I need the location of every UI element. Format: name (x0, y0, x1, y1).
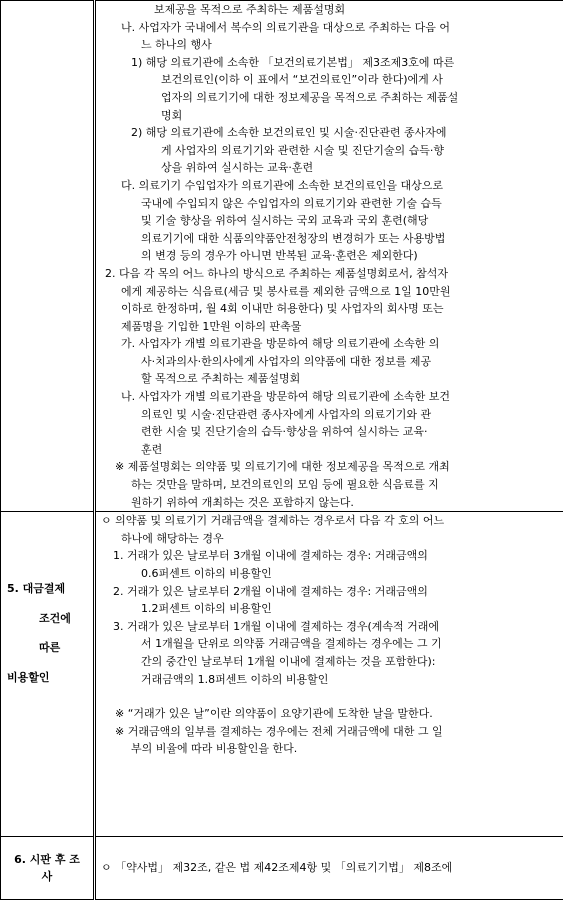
text-line: 2) 해당 의료기관에 소속한 보건의료인 및 시술·진단관련 종사자에 (99, 124, 563, 142)
text-line: 업자의 의료기기에 대한 정보제공을 목적으로 주최하는 제품설 (99, 89, 563, 107)
text-line: 보건의료인(이하 이 표에서 “보건의료인”이라 한다)에게 사 (99, 71, 563, 89)
text-line: 할 목적으로 주최하는 제품설명회 (99, 370, 563, 388)
row-label-line: 5. 대금결제 (7, 580, 93, 598)
row-label-line: 비용할인 (7, 669, 93, 687)
text-line: 하는 것만을 말하며, 보건의료인의 모임 등에 필요한 식음료를 지 (99, 476, 563, 494)
text-line: 1. 거래가 있은 날로부터 3개월 이내에 결제하는 경우: 거래금액의 (99, 547, 563, 565)
row-label-line: 조건에 (7, 610, 93, 628)
text-line: 부의 비율에 따라 비용할인을 한다. (99, 740, 563, 758)
row-label-line: 따른 (7, 639, 93, 657)
text-line: 명회 (99, 107, 563, 125)
text-line: 2. 거래가 있은 날로부터 2개월 이내에 결제하는 경우: 거래금액의 (99, 583, 563, 601)
text-line (99, 688, 563, 705)
table-row (1, 837, 563, 900)
text-line: ㅇ 「약사법」 제32조, 같은 법 제42조제4항 및 「의료기기법」 제8조에 (99, 859, 563, 877)
table-row (1, 512, 563, 837)
text-line: 이하로 한정하며, 월 4회 이내만 허용한다) 및 사업자의 회사명 또는 (99, 300, 563, 318)
text-line: 느 하나의 행사 (99, 36, 563, 54)
table-row (1, 1, 563, 512)
text-line: 1.2퍼센트 이하의 비용할인 (99, 600, 563, 618)
row-content-cell (95, 512, 563, 837)
row-label-cell (1, 512, 95, 837)
text-line: ※ 거래금액의 일부를 결제하는 경우에는 전체 거래금액에 대한 그 일 (99, 723, 563, 741)
text-line: 에게 제공하는 식음료(세금 및 봉사료를 제외한 금액으로 1일 10만원 (99, 283, 563, 301)
content-lines (99, 1, 563, 511)
text-line: 보제공을 목적으로 주최하는 제품설명회 (99, 1, 563, 19)
text-line: 다. 의료기기 수입업자가 의료기관에 소속한 보건의료인을 대상으로 (99, 177, 563, 195)
text-line: ※ “거래가 있은 날”이란 의약품이 요양기관에 도착한 날을 말한다. (99, 705, 563, 723)
text-line: 훈련 (99, 441, 563, 459)
content-lines (99, 512, 563, 758)
text-line: ㅇ 의약품 및 의료기기 거래금액을 결제하는 경우로서 다음 각 호의 어느 (99, 512, 563, 530)
row-label (1, 580, 93, 686)
text-line: 원하기 위하여 개최하는 것은 포함하지 않는다. (99, 494, 563, 512)
text-line: 서 1개월을 단위로 의약품 거래금액을 결제하는 경우에는 그 기 (99, 635, 563, 653)
text-line: 가. 사업자가 개별 의료기관을 방문하여 해당 의료기관에 소속한 의 (99, 335, 563, 353)
row-content-cell (95, 837, 563, 900)
row-label-line: 6. 시판 후 조 (1, 851, 93, 869)
content-lines (99, 859, 563, 877)
text-line: 3. 거래가 있은 날로부터 1개월 이내에 결제하는 경우(계속적 거래에 (99, 618, 563, 636)
text-line: 하나에 해당하는 경우 (99, 530, 563, 548)
row-label-line: 사 (1, 868, 93, 886)
text-line: 게 사업자의 의료기기와 관련한 시술 및 진단기술의 습득·향 (99, 142, 563, 160)
text-line: 거래금액의 1.8퍼센트 이하의 비용할인 (99, 671, 563, 689)
text-line: 국내에 수입되지 않은 수입업자의 의료기기와 관련한 기술 습득 (99, 195, 563, 213)
text-line: 및 기술 향상을 위하여 실시하는 국외 교육과 국외 훈련(해당 (99, 212, 563, 230)
text-line: 의 변경 등의 경우가 아니면 반복된 교육·훈련은 제외한다) (99, 247, 563, 265)
row-label-cell (1, 1, 95, 512)
text-line: 련한 시술 및 진단기술의 습득·향상을 위하여 실시하는 교육· (99, 423, 563, 441)
row-label-cell (1, 837, 95, 900)
row-content-cell (95, 1, 563, 512)
text-line: 의료기기에 대한 식품의약품안전청장의 변경허가 또는 사용방법 (99, 230, 563, 248)
text-line: 0.6퍼센트 이하의 비용할인 (99, 565, 563, 583)
text-line: 나. 사업자가 개별 의료기관을 방문하여 해당 의료기관에 소속한 보건 (99, 388, 563, 406)
text-line: ※ 제품설명회는 의약품 및 의료기기에 대한 정보제공을 목적으로 개최 (99, 458, 563, 476)
text-line: 2. 다음 각 목의 어느 하나의 방식으로 주최하는 제품설명회로서, 참석자 (99, 265, 563, 283)
text-line: 나. 사업자가 국내에서 복수의 의료기관을 대상으로 주최하는 다음 어 (99, 19, 563, 37)
text-line: 사·치과의사·한의사에게 사업자의 의약품에 대한 정보를 제공 (99, 353, 563, 371)
text-line: 상을 위하여 실시하는 교육·훈련 (99, 159, 563, 177)
text-line: 1) 해당 의료기관에 소속한 「보건의료기본법」 제3조제3호에 따른 (99, 54, 563, 72)
text-line: 제품명을 기입한 1만원 이하의 판촉물 (99, 318, 563, 336)
text-line: 간의 중간인 날로부터 1개월 이내에 결제하는 것을 포함한다): (99, 653, 563, 671)
text-line: 의료인 및 시술·진단관련 종사자에게 사업자의 의료기기와 관 (99, 406, 563, 424)
